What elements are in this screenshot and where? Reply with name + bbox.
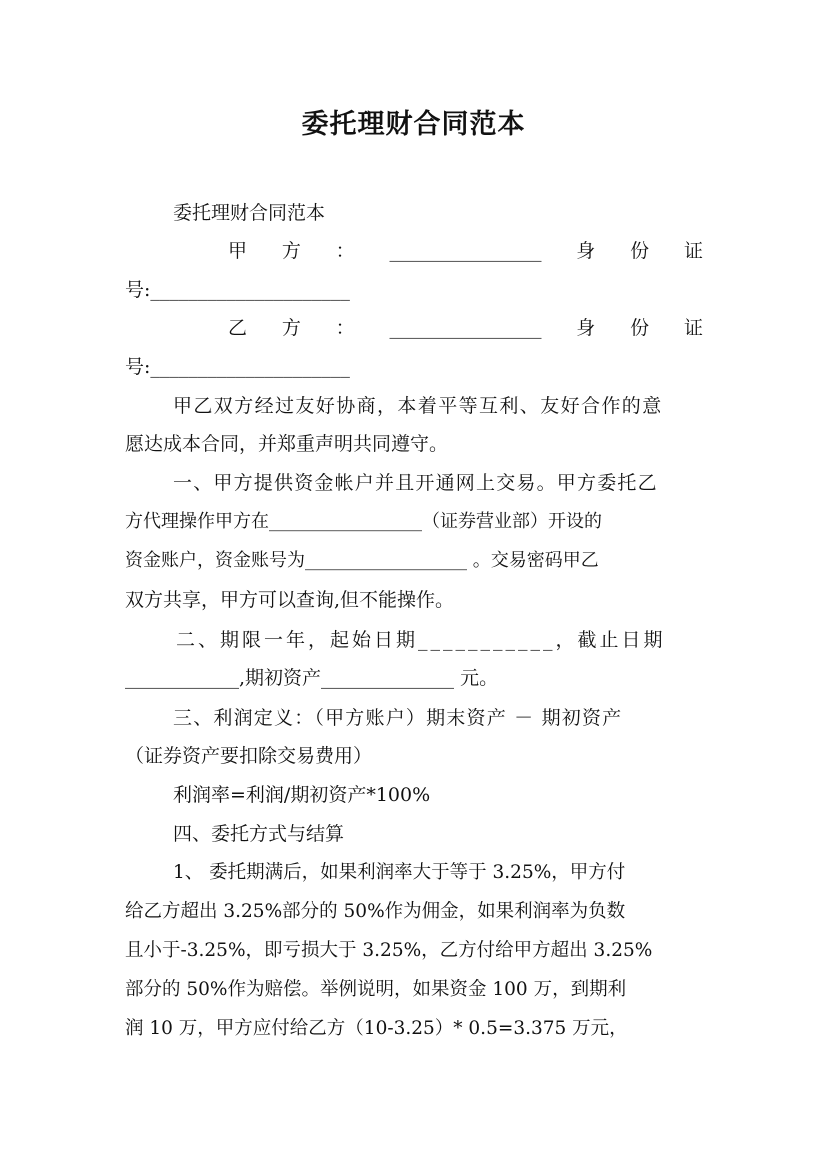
section-heading: 四、委托方式与结算 [173, 823, 345, 845]
party-a-id-line: 号:_____________________ [125, 279, 350, 301]
document-title: 委托理财合同范本 [301, 109, 526, 140]
paragraph-line: 二、期限一年，起始日期___________，截止日期 [176, 629, 666, 651]
paragraph-line: 1、 委托期满后，如果利润率大于等于 3.25%，甲方付 [173, 862, 626, 883]
paragraph-line: 三、利润定义：（甲方账户）期末资产 － 期初资产 [173, 707, 623, 729]
party-a-line [228, 238, 703, 264]
party-b-name-blank: ________________ [389, 317, 542, 339]
paragraph-line: 委托理财合同范本 [173, 202, 326, 224]
party-b-char-1: 乙 [228, 317, 248, 339]
party-b-id-char-3: 证 [683, 317, 703, 339]
party-a-id-char-2: 份 [630, 240, 650, 262]
party-b-char-2: 方 [281, 317, 301, 339]
paragraph-line: 一、甲方提供资金帐户并且开通网上交易。甲方委托乙 [173, 472, 658, 494]
party-a-char-2: 方 [281, 240, 301, 262]
paragraph-line: 双方共享，甲方可以查询,但不能操作。 [125, 589, 455, 611]
paragraph-line: 润 10 万，甲方应付给乙方（10-3.25）* 0.5=3.375 万元， [125, 1018, 628, 1039]
paragraph-line: 甲乙双方经过友好协商，本着平等互利、友好合作的意 [173, 395, 663, 417]
party-a-char-1: 甲 [228, 240, 248, 262]
party-a-colon: ： [335, 240, 355, 262]
paragraph-line: 给乙方超出 3.25%部分的 50%作为佣金，如果利润率为负数 [125, 901, 626, 922]
paragraph-line: （证券资产要扣除交易费用） [125, 745, 373, 767]
party-b-colon: ： [335, 317, 355, 339]
paragraph-line: 部分的 50%作为赔偿。举例说明，如果资金 100 万，到期利 [125, 979, 627, 1000]
paragraph-line: ____________,期初资产______________ 元。 [125, 667, 499, 689]
party-b-id-line: 号:_____________________ [125, 356, 350, 378]
paragraph-line: 且小于-3.25%，即亏损大于 3.25%，乙方付给甲方超出 3.25% [125, 940, 653, 961]
party-b-line [228, 315, 703, 341]
party-b-id-char-1: 身 [576, 317, 596, 339]
party-a-id-char-1: 身 [576, 240, 596, 262]
paragraph-line: 方代理操作甲方在_________________（证券营业部）开设的 [125, 511, 602, 532]
paragraph-line: 资金账户，资金账号为__________________ 。交易密码甲乙 [125, 550, 599, 571]
party-a-name-blank: ________________ [389, 240, 542, 262]
party-b-id-char-2: 份 [630, 317, 650, 339]
paragraph-line: 利润率=利润/期初资产*100% [173, 784, 431, 806]
paragraph-line: 愿达成本合同，并郑重声明共同遵守。 [125, 433, 449, 455]
party-a-id-char-3: 证 [683, 240, 703, 262]
